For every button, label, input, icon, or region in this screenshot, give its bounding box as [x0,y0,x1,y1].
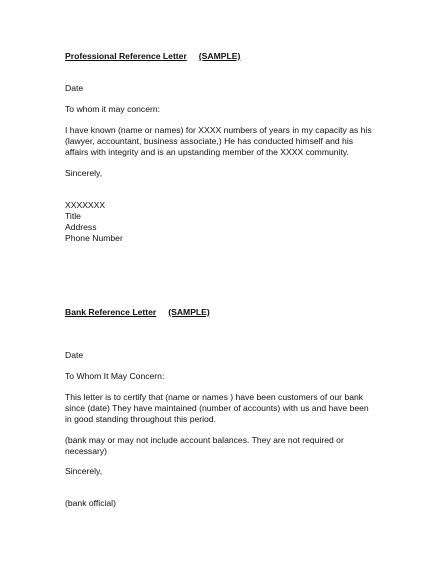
letter1-title-text: Professional Reference Letter [65,51,187,61]
letter1-body [65,125,372,158]
letter1-body-line: affairs with integrity and is an upstanding member of the XXXX community. [65,147,349,157]
letter2-note-line: necessary) [65,446,108,456]
letter2-signature: (bank official) [65,498,116,508]
letter2-note-line: (bank may or may not include account balances. They are not required or [65,435,344,445]
letter2-body-line: This letter is to certify that (name or names ) have been customers of our bank [65,392,364,402]
letter1-salutation: To whom it may concern: [65,104,161,114]
letter2-title-text: Bank Reference Letter [65,307,157,317]
letter2-body-line: in good standing throughout this period. [65,414,216,424]
letter1-body-line: I have known (name or names) for XXXX numbers of years in my capacity as his [65,125,372,135]
letter1-title-tag: (SAMPLE) [198,51,241,61]
letter2-body-line: since (date) They have maintained (number of accounts) with us and have been [65,403,369,413]
letter2-salutation: To Whom It May Concern: [65,371,165,381]
letter2-title [65,307,210,318]
letter2-body [65,392,369,425]
letter1-body-line: (lawyer, accountant, business associate,) He has conducted himself and his [65,136,354,146]
letter1-closing: Sincerely, [65,168,103,178]
letter2-date: Date [65,350,84,360]
letter1-signature-block [65,200,123,244]
letter1-signature-title: Title [65,211,81,221]
letter2-closing: Sincerely, [65,466,103,476]
letter1-signature-address: Address [65,222,97,232]
letter2-note [65,435,344,457]
letter1-signature-name: XXXXXXX [65,200,106,210]
letter1-title [65,51,240,62]
letter1-signature-phone: Phone Number [65,233,123,243]
letter1-date: Date [65,83,84,93]
letter2-title-tag: (SAMPLE) [168,307,210,317]
